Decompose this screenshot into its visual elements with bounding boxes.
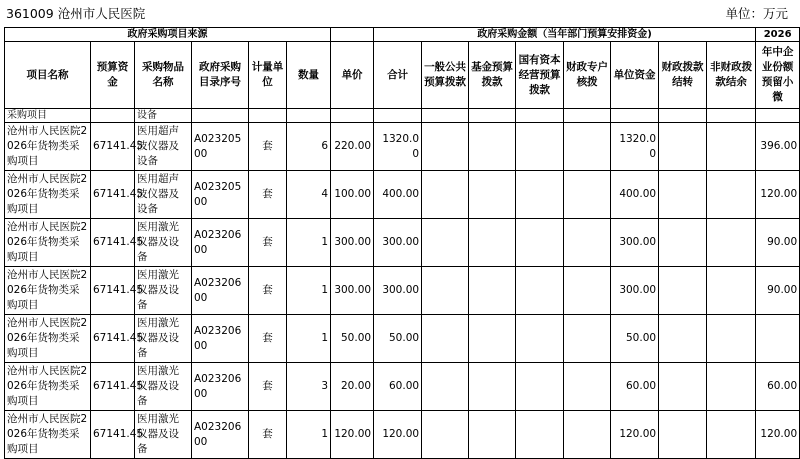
- cell-item: 医用激光仪器及设备: [135, 363, 192, 411]
- cell-qty: 6: [287, 123, 331, 171]
- cell-item: 医用超声波仪器及设备: [135, 123, 192, 171]
- cell-qty: 1: [287, 411, 331, 459]
- cell-budget: 67141.45: [91, 171, 135, 219]
- cell-unit: 套: [249, 267, 287, 315]
- procurement-table: [4, 27, 800, 459]
- cell-qty: 1: [287, 267, 331, 315]
- cell-sme: 120.00: [756, 171, 800, 219]
- cell-nfbal: [707, 219, 756, 267]
- cell-general: [422, 123, 469, 171]
- cell-unitfunds: 60.00: [611, 363, 659, 411]
- cell-budget: 67141.45: [91, 363, 135, 411]
- col-unit-funds: 单位资金: [611, 42, 659, 109]
- cell-total: 1320.00: [374, 123, 422, 171]
- cell-fbal: [659, 315, 707, 363]
- cell-fund: [469, 411, 516, 459]
- table-row: [5, 123, 800, 171]
- cell-price: 300.00: [331, 219, 374, 267]
- subheader-row: [5, 109, 800, 123]
- cell-catalog: A02320600: [192, 267, 249, 315]
- cell-item: 医用激光仪器及设备: [135, 267, 192, 315]
- cell-qty: 1: [287, 315, 331, 363]
- cell-special: [564, 363, 611, 411]
- col-catalog-no: 政府采购目录序号: [192, 42, 249, 109]
- table-row: [5, 171, 800, 219]
- cell-price: 300.00: [331, 267, 374, 315]
- cell-unitfunds: 300.00: [611, 219, 659, 267]
- col-item-name: 采购物品名称: [135, 42, 192, 109]
- cell-general: [422, 171, 469, 219]
- cell-special: [564, 219, 611, 267]
- cell-price: 20.00: [331, 363, 374, 411]
- cell-special: [564, 315, 611, 363]
- col-fund-budget: 基金预算拨款: [469, 42, 516, 109]
- cell-special: [564, 123, 611, 171]
- cell-budget: 67141.45: [91, 219, 135, 267]
- cell-budget: 67141.45: [91, 411, 135, 459]
- cell-project: 沧州市人民医院2026年货物类采购项目: [5, 219, 91, 267]
- col-project-name: 项目名称: [5, 42, 91, 109]
- cell-budget: 67141.45: [91, 315, 135, 363]
- cell-project: 沧州市人民医院2026年货物类采购项目: [5, 267, 91, 315]
- cell-total: 300.00: [374, 267, 422, 315]
- cell-price: 50.00: [331, 315, 374, 363]
- cell-unit: 套: [249, 315, 287, 363]
- group-amount-header: 政府采购金额（当年部门预算安排资金): [374, 28, 756, 42]
- cell-unit: 套: [249, 411, 287, 459]
- cell-sme: 90.00: [756, 219, 800, 267]
- cell-state: [516, 363, 564, 411]
- col-unit-price: 单价: [331, 42, 374, 109]
- unit-label: 单位：万元: [725, 6, 788, 21]
- cell-fbal: [659, 363, 707, 411]
- cell-price: 100.00: [331, 171, 374, 219]
- cell-sme: 396.00: [756, 123, 800, 171]
- cell-special: [564, 267, 611, 315]
- cell-qty: 3: [287, 363, 331, 411]
- cell-unitfunds: 1320.00: [611, 123, 659, 171]
- cell-fbal: [659, 123, 707, 171]
- cell-qty: 1: [287, 219, 331, 267]
- cell-catalog: A02320600: [192, 315, 249, 363]
- cell-state: [516, 267, 564, 315]
- cell-unitfunds: 300.00: [611, 267, 659, 315]
- cell-fbal: [659, 411, 707, 459]
- cell-fbal: [659, 219, 707, 267]
- cell-project: 沧州市人民医院2026年货物类采购项目: [5, 363, 91, 411]
- cell-general: [422, 411, 469, 459]
- cell-price: 120.00: [331, 411, 374, 459]
- cell-unit: 套: [249, 363, 287, 411]
- cell-total: 50.00: [374, 315, 422, 363]
- cell-special: [564, 171, 611, 219]
- cell-budget: 67141.45: [91, 123, 135, 171]
- col-fiscal-balance: 财政拨款结转: [659, 42, 707, 109]
- cell-state: [516, 123, 564, 171]
- cell-total: 300.00: [374, 219, 422, 267]
- cell-fund: [469, 171, 516, 219]
- col-total: 合计: [374, 42, 422, 109]
- cell-unitfunds: 400.00: [611, 171, 659, 219]
- cell-budget: 67141.45: [91, 267, 135, 315]
- cell-state: [516, 315, 564, 363]
- cell-sme: 60.00: [756, 363, 800, 411]
- cell-fbal: [659, 267, 707, 315]
- col-state-capital: 国有资本经营预算拨款: [516, 42, 564, 109]
- cell-unitfunds: 120.00: [611, 411, 659, 459]
- cell-sme: [756, 315, 800, 363]
- cell-catalog: A02320600: [192, 411, 249, 459]
- col-budget: 预算资金: [91, 42, 135, 109]
- cell-fund: [469, 315, 516, 363]
- cell-state: [516, 171, 564, 219]
- cell-item: 医用超声波仪器及设备: [135, 171, 192, 219]
- cell-state: [516, 411, 564, 459]
- col-unit: 计量单位: [249, 42, 287, 109]
- cell-item: 医用激光仪器及设备: [135, 315, 192, 363]
- cell-nfbal: [707, 267, 756, 315]
- cell-catalog: A02320500: [192, 123, 249, 171]
- table-row: [5, 315, 800, 363]
- cell-fund: [469, 219, 516, 267]
- cell-unit: 套: [249, 171, 287, 219]
- cell-sme: 90.00: [756, 267, 800, 315]
- cell-nfbal: [707, 123, 756, 171]
- group-source-header: 政府采购项目来源: [5, 28, 331, 42]
- cell-state: [516, 219, 564, 267]
- col-special-fiscal: 财政专户核拨: [564, 42, 611, 109]
- cell-item: 医用激光仪器及设备: [135, 219, 192, 267]
- cell-general: [422, 315, 469, 363]
- table-row: [5, 363, 800, 411]
- cell-special: [564, 411, 611, 459]
- cell-sme: 120.00: [756, 411, 800, 459]
- cell-nfbal: [707, 411, 756, 459]
- cell-total: 400.00: [374, 171, 422, 219]
- cell-total: 60.00: [374, 363, 422, 411]
- cell-general: [422, 219, 469, 267]
- cell-nfbal: [707, 315, 756, 363]
- col-general-public: 一般公共预算拨款: [422, 42, 469, 109]
- cell-qty: 4: [287, 171, 331, 219]
- table-row: [5, 411, 800, 459]
- blank-header: [331, 28, 374, 42]
- cell-project: 沧州市人民医院2026年货物类采购项目: [5, 411, 91, 459]
- cell-fund: [469, 123, 516, 171]
- subheader-item: 设备: [135, 109, 192, 123]
- cell-item: 医用激光仪器及设备: [135, 411, 192, 459]
- cell-project: 沧州市人民医院2026年货物类采购项目: [5, 123, 91, 171]
- cell-fund: [469, 363, 516, 411]
- cell-catalog: A02320600: [192, 219, 249, 267]
- cell-general: [422, 267, 469, 315]
- col-sme-reserved: 年中企业份额预留小微: [756, 42, 800, 109]
- cell-fund: [469, 267, 516, 315]
- cell-total: 120.00: [374, 411, 422, 459]
- subheader-project: 采购项目: [5, 109, 91, 123]
- cell-catalog: A02320500: [192, 171, 249, 219]
- cell-unitfunds: 50.00: [611, 315, 659, 363]
- cell-unit: 套: [249, 123, 287, 171]
- page-code-title: 361009 沧州市人民医院: [6, 6, 146, 21]
- cell-project: 沧州市人民医院2026年货物类采购项目: [5, 315, 91, 363]
- cell-catalog: A02320600: [192, 363, 249, 411]
- cell-nfbal: [707, 171, 756, 219]
- cell-unit: 套: [249, 219, 287, 267]
- cell-project: 沧州市人民医院2026年货物类采购项目: [5, 171, 91, 219]
- cell-fbal: [659, 171, 707, 219]
- col-non-fiscal-balance: 非财政拨款结余: [707, 42, 756, 109]
- table-row: [5, 267, 800, 315]
- col-quantity: 数量: [287, 42, 331, 109]
- table-row: [5, 219, 800, 267]
- cell-nfbal: [707, 363, 756, 411]
- group-year-header: 2026: [756, 28, 800, 42]
- cell-price: 220.00: [331, 123, 374, 171]
- cell-general: [422, 363, 469, 411]
